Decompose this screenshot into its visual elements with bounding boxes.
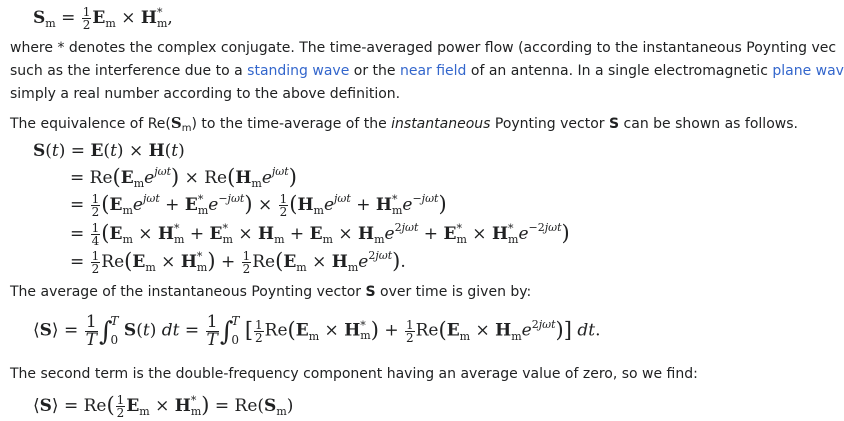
paragraph-average: The average of the instantaneous Poynting vector S over time is given by: xyxy=(10,284,532,300)
derivation-line-2: = $Re(E_me^{j\omega t}) \times Re(H_me^{j\omega t})$ xyxy=(70,165,297,190)
equation-final: ⟨S⟩ = Re( $\frac{1}{2}$ $E_m \times H$ * m ) = $Re(S_m)$ xyxy=(33,393,294,420)
derivation-line-1: S(t) = E(t) × H(t) xyxy=(33,141,185,161)
equation-sm-definition: $S_m$ = $\frac{1}{2}$ $E_m \times H$ * m , xyxy=(33,5,173,32)
standing-wave-link[interactable]: standing wave xyxy=(247,63,350,79)
plane-wave-link[interactable]: plane wav xyxy=(772,63,844,79)
derivation-line-5: = $\frac{1}{2}$ $Re(E_m \times H$ * m ) + $\frac{1}{2}$ $Re(E_m \times H_me^{2j\omega t})$. xyxy=(70,249,406,276)
derivation-line-3: = $\frac{1}{2}$ ($E_me^{j\omega t} + E$ * m $e^{-j\omega t}$) × $\frac{1}{2}$ ($H_me^{j\omega t} + H$ * m $e^{-j\omega t}$) xyxy=(70,192,447,219)
near-field-link[interactable]: near field xyxy=(399,63,467,79)
paragraph-conjugate-line2: such as the interference due to a standing wave or the near field of an antenna. In a single electromagnetic plane wav xyxy=(10,63,844,79)
paragraph-conjugate: where * denotes the complex conjugate. The time-averaged power flow (according to the instantaneous Poynting vec xyxy=(10,40,837,56)
paragraph-equivalence: The equivalence of $Re(S_m)$ to the time-average of the instantaneous Poynting vector S can be shown as follows. xyxy=(10,114,798,134)
equation-time-average: ⟨S⟩ = $\frac{1}{T}$ ∫ T 0 S(t) dt = $\frac{1}{T}$ ∫ T 0 [ $\frac{1}{2}$ $Re(E_m \times H$ * m ) + $\frac{1}{2}$ $Re(E_m \times H_me^{2j\omega t})$] dt. xyxy=(33,311,601,350)
paragraph-second-term: The second term is the double-frequency component having an average value of zero, so we find: xyxy=(10,366,698,382)
derivation-line-4: = $\frac{1}{4}$ ($E_m \times H$ * m + E * m × $H_m + E_m \times H_me^{2j\omega t} + E$ * m × H * m $e^{-2j\omega t}$) xyxy=(70,221,570,248)
paragraph-conjugate-line3: simply a real number according to the above definition. xyxy=(10,86,401,102)
